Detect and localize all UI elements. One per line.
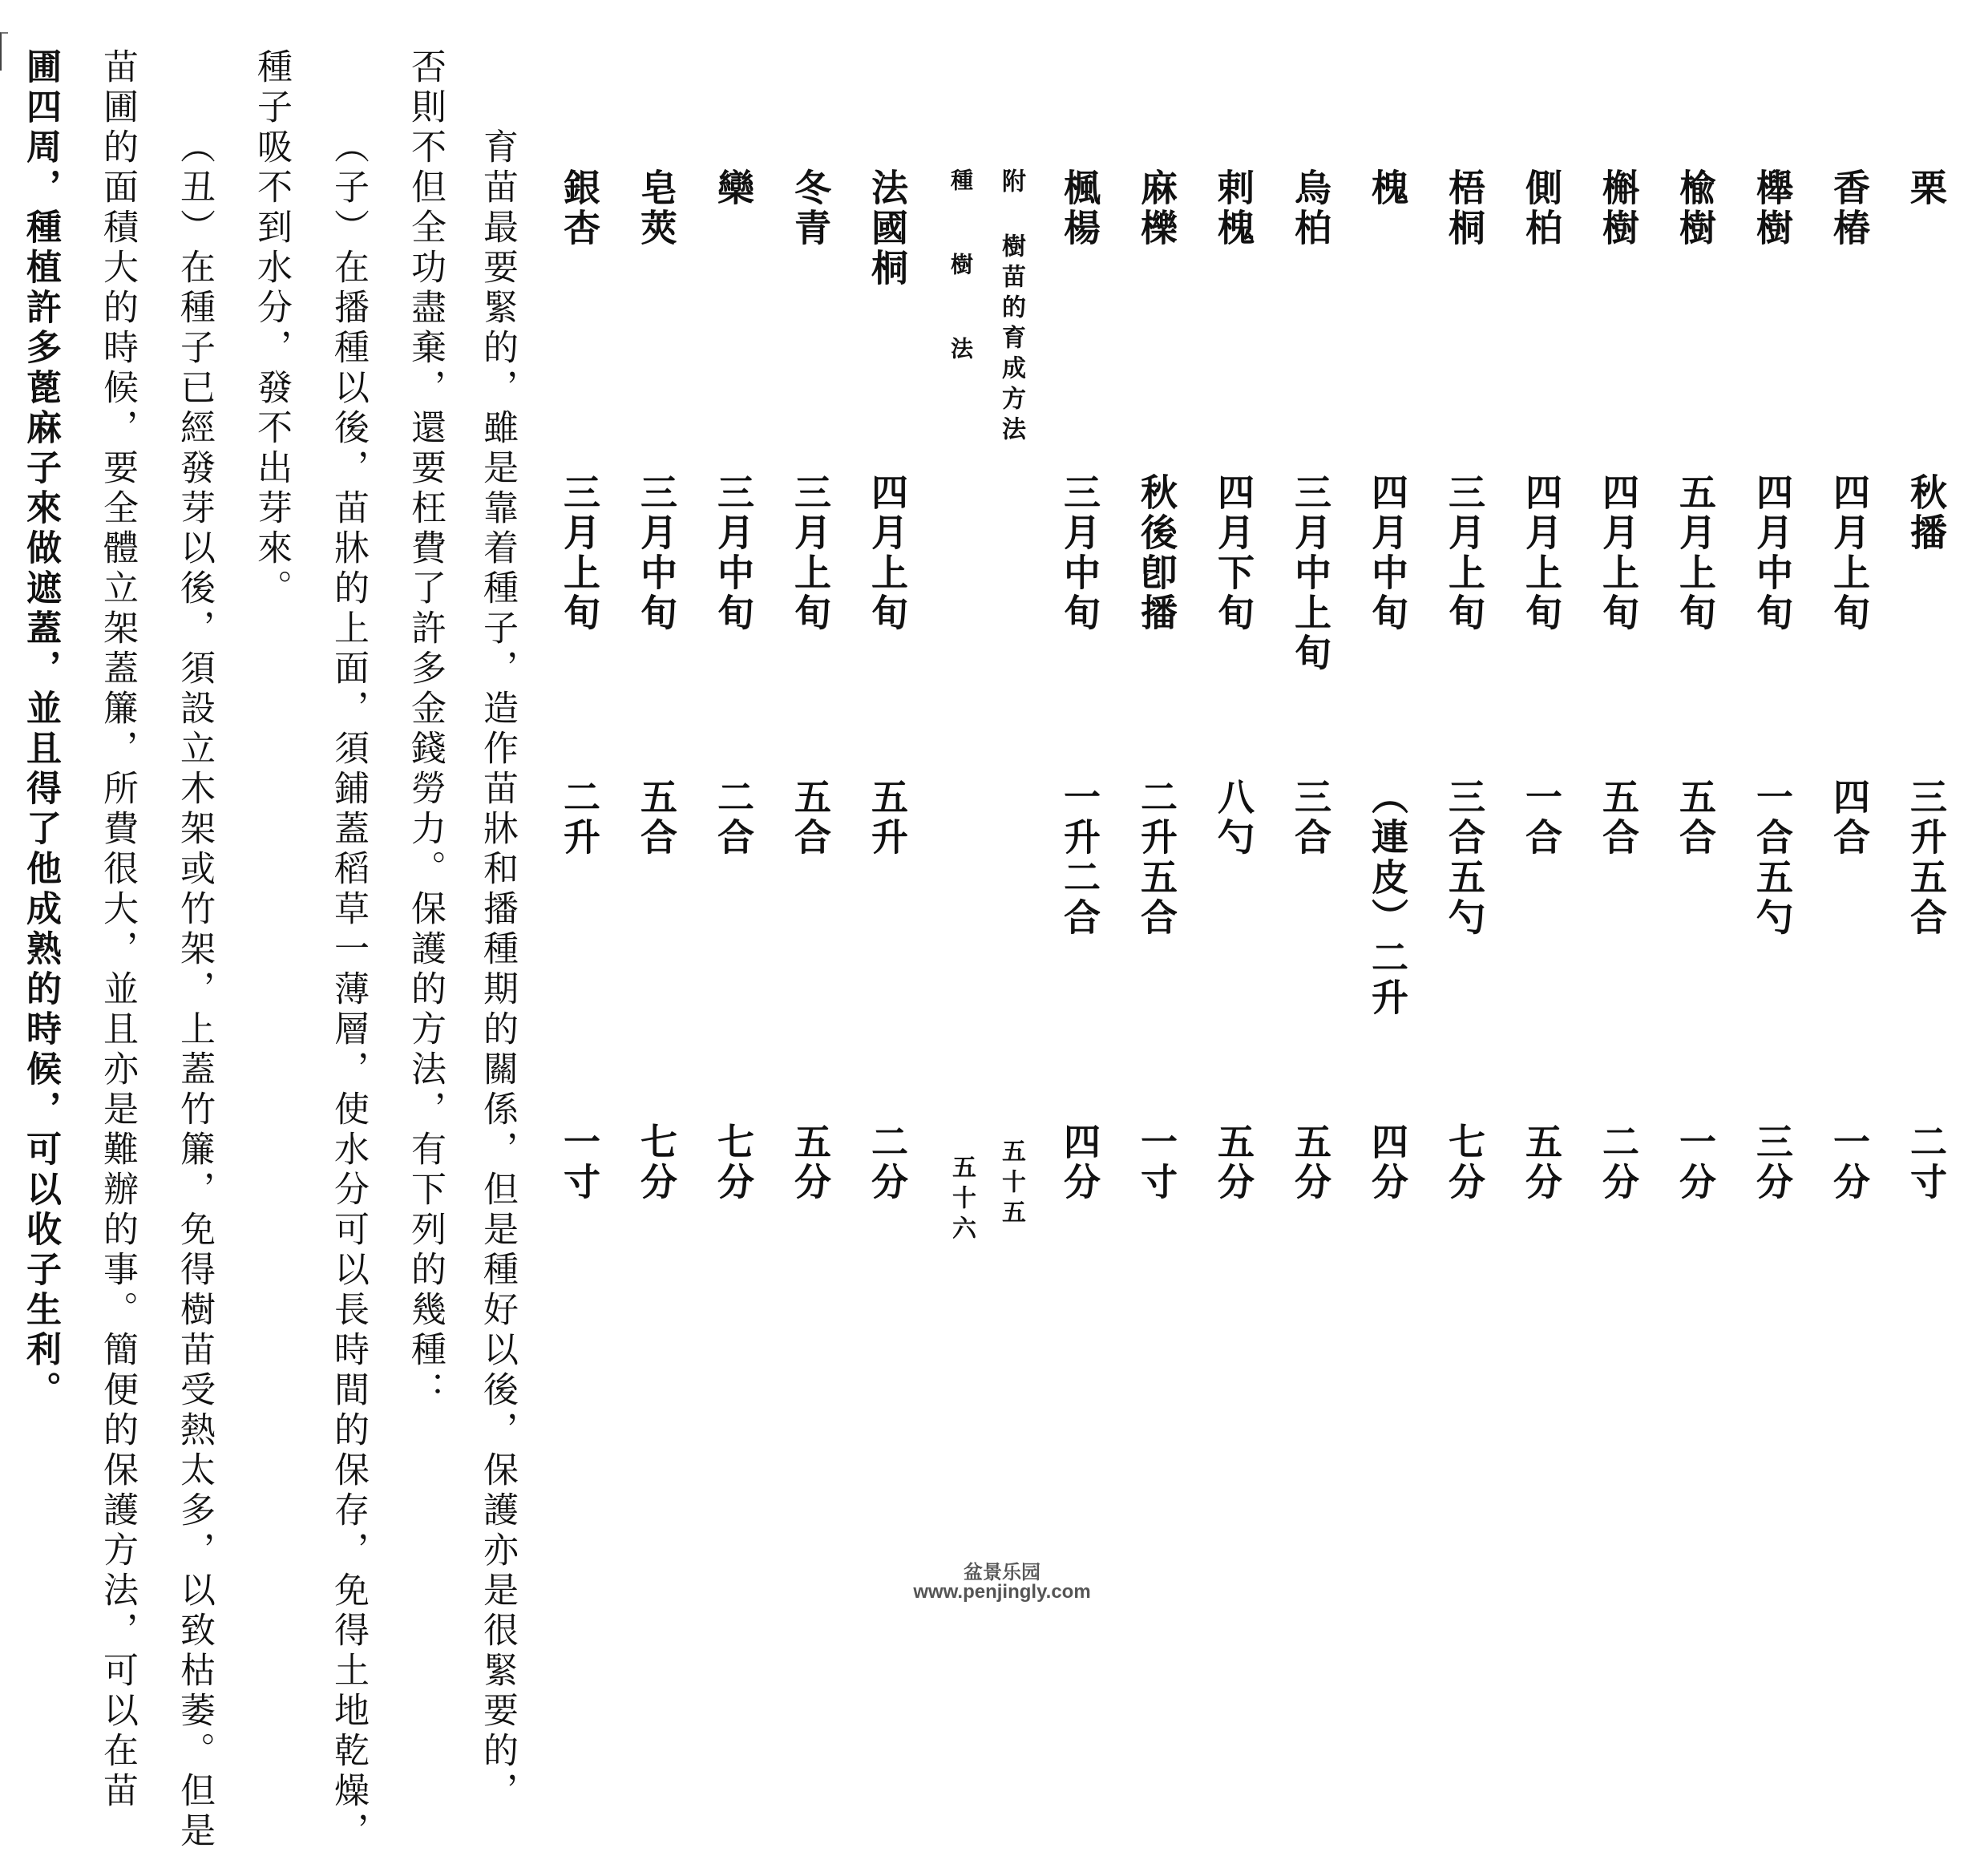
seed-amount: 二升 xyxy=(558,778,601,858)
cover-depth: 一寸 xyxy=(558,1122,601,1203)
seed-amount: 二升五合 xyxy=(1135,778,1178,938)
tree-name: 楡樹 xyxy=(1674,168,1717,249)
seed-amount: 五合 xyxy=(1597,778,1640,858)
cover-depth: 二寸 xyxy=(1905,1122,1948,1203)
tree-name: 楓楊 xyxy=(1058,168,1101,249)
tree-name: 剌槐 xyxy=(1212,168,1255,249)
paragraph-line: 苗圃的面積大的時候，要全體立架蓋簾，所費很大，並且亦是難辦的事。簡便的保護方法，可以在苗 xyxy=(97,48,138,1812)
tree-name: 櫸樹 xyxy=(1751,168,1794,249)
tree-name: 銀杏 xyxy=(558,168,601,249)
sowing-time: 三月上旬 xyxy=(558,473,601,633)
paragraph-line: （丑）在種子已經發芽以後，須設立木架或竹架，上蓋竹簾，免得樹苗受熱太多，以致枯萎。但是 xyxy=(174,128,215,1852)
seed-amount: 三合 xyxy=(1289,778,1332,858)
seed-amount: 一合五勺 xyxy=(1751,778,1794,938)
tree-name: 冬青 xyxy=(789,168,832,249)
tree-name: 梧桐 xyxy=(1443,168,1486,249)
sowing-time: 四月下旬 xyxy=(1212,473,1255,633)
book-title: 種 樹 法 xyxy=(948,168,974,377)
paragraph-line: （子）在播種以後，苗牀的上面，須鋪蓋稻草一薄層，使水分可以長時間的保存，免得土地乾燥， xyxy=(328,128,369,1852)
cover-depth: 一寸 xyxy=(1135,1122,1178,1203)
cover-depth: 二分 xyxy=(866,1122,909,1203)
seed-amount: 五合 xyxy=(635,778,678,858)
sowing-time: 四月中旬 xyxy=(1751,473,1794,633)
tree-name: 側柏 xyxy=(1520,168,1563,249)
cover-depth: 四分 xyxy=(1366,1122,1409,1203)
edge-mark xyxy=(0,32,8,71)
cover-depth: 七分 xyxy=(1443,1122,1486,1203)
sowing-time: 三月中旬 xyxy=(712,473,755,633)
watermark-text: 盆景乐园www.penjingly.com xyxy=(913,1562,1091,1603)
sowing-time: 四月中旬 xyxy=(1366,473,1409,633)
sowing-time: 四月上旬 xyxy=(1597,473,1640,633)
seed-amount: 一合 xyxy=(1520,778,1563,858)
page-number-right: 五十五 xyxy=(997,1138,1025,1230)
paragraph-line: 圃四周，種植許多蓖麻子來做遮蓋，並且得了他成熟的時候，可以收子生利。 xyxy=(20,48,61,1411)
tree-name: 栗 xyxy=(1905,168,1948,208)
sowing-time: 五月上旬 xyxy=(1674,473,1717,633)
sowing-time: 秋播 xyxy=(1905,473,1948,553)
cover-depth: 四分 xyxy=(1058,1122,1101,1203)
paragraph-line: 否則不但全功盡棄，還要枉費了許多金錢勞力。保護的方法，有下列的幾種： xyxy=(405,48,446,1411)
cover-depth: 一分 xyxy=(1828,1122,1871,1203)
section-title: 附 樹苗的育成方法 xyxy=(997,168,1025,447)
seed-amount: 三升五合 xyxy=(1905,778,1948,938)
page-number-left: 五十六 xyxy=(948,1154,976,1246)
sowing-time: 秋後卽播 xyxy=(1135,473,1178,633)
paragraph-line: 育苗最要緊的，雖是靠着種子，造作苗牀和播種期的關係，但是種好以後，保護亦是很緊要的， xyxy=(477,128,518,1812)
cover-depth: 二分 xyxy=(1597,1122,1640,1203)
cover-depth: 五分 xyxy=(1212,1122,1255,1203)
sowing-time: 三月上旬 xyxy=(1443,473,1486,633)
seed-amount: 五合 xyxy=(1674,778,1717,858)
tree-name: 麻櫟 xyxy=(1135,168,1178,249)
tree-name: 欒 xyxy=(712,168,755,208)
sowing-time: 三月中旬 xyxy=(1058,473,1101,633)
tree-name: 法國桐 xyxy=(866,168,909,289)
seed-amount: （連皮）二升 xyxy=(1366,778,1409,1018)
cover-depth: 七分 xyxy=(712,1122,755,1203)
cover-depth: 五分 xyxy=(1520,1122,1563,1203)
tree-name: 香椿 xyxy=(1828,168,1871,249)
seed-amount: 一升二合 xyxy=(1058,778,1101,938)
tree-name: 槐 xyxy=(1366,168,1409,208)
sowing-time: 三月中上旬 xyxy=(1289,473,1332,673)
cover-depth: 五分 xyxy=(1289,1122,1332,1203)
sowing-time: 三月上旬 xyxy=(789,473,832,633)
paragraph-line: 種子吸不到水分，發不出芽來。 xyxy=(251,48,292,609)
tree-name: 皂莢 xyxy=(635,168,678,249)
sowing-time: 四月上旬 xyxy=(1520,473,1563,633)
tree-name: 烏柏 xyxy=(1289,168,1332,249)
seed-amount: 四合 xyxy=(1828,778,1871,858)
cover-depth: 一分 xyxy=(1674,1122,1717,1203)
sowing-time: 四月上旬 xyxy=(1828,473,1871,633)
sowing-time: 三月中旬 xyxy=(635,473,678,633)
seed-amount: 五升 xyxy=(866,778,909,858)
seed-amount: 五合 xyxy=(789,778,832,858)
tree-name: 槲樹 xyxy=(1597,168,1640,249)
sowing-time: 四月上旬 xyxy=(866,473,909,633)
seed-amount: 三合五勺 xyxy=(1443,778,1486,938)
cover-depth: 七分 xyxy=(635,1122,678,1203)
seed-amount: 二合 xyxy=(712,778,755,858)
cover-depth: 三分 xyxy=(1751,1122,1794,1203)
seed-amount: 八勺 xyxy=(1212,778,1255,858)
cover-depth: 五分 xyxy=(789,1122,832,1203)
